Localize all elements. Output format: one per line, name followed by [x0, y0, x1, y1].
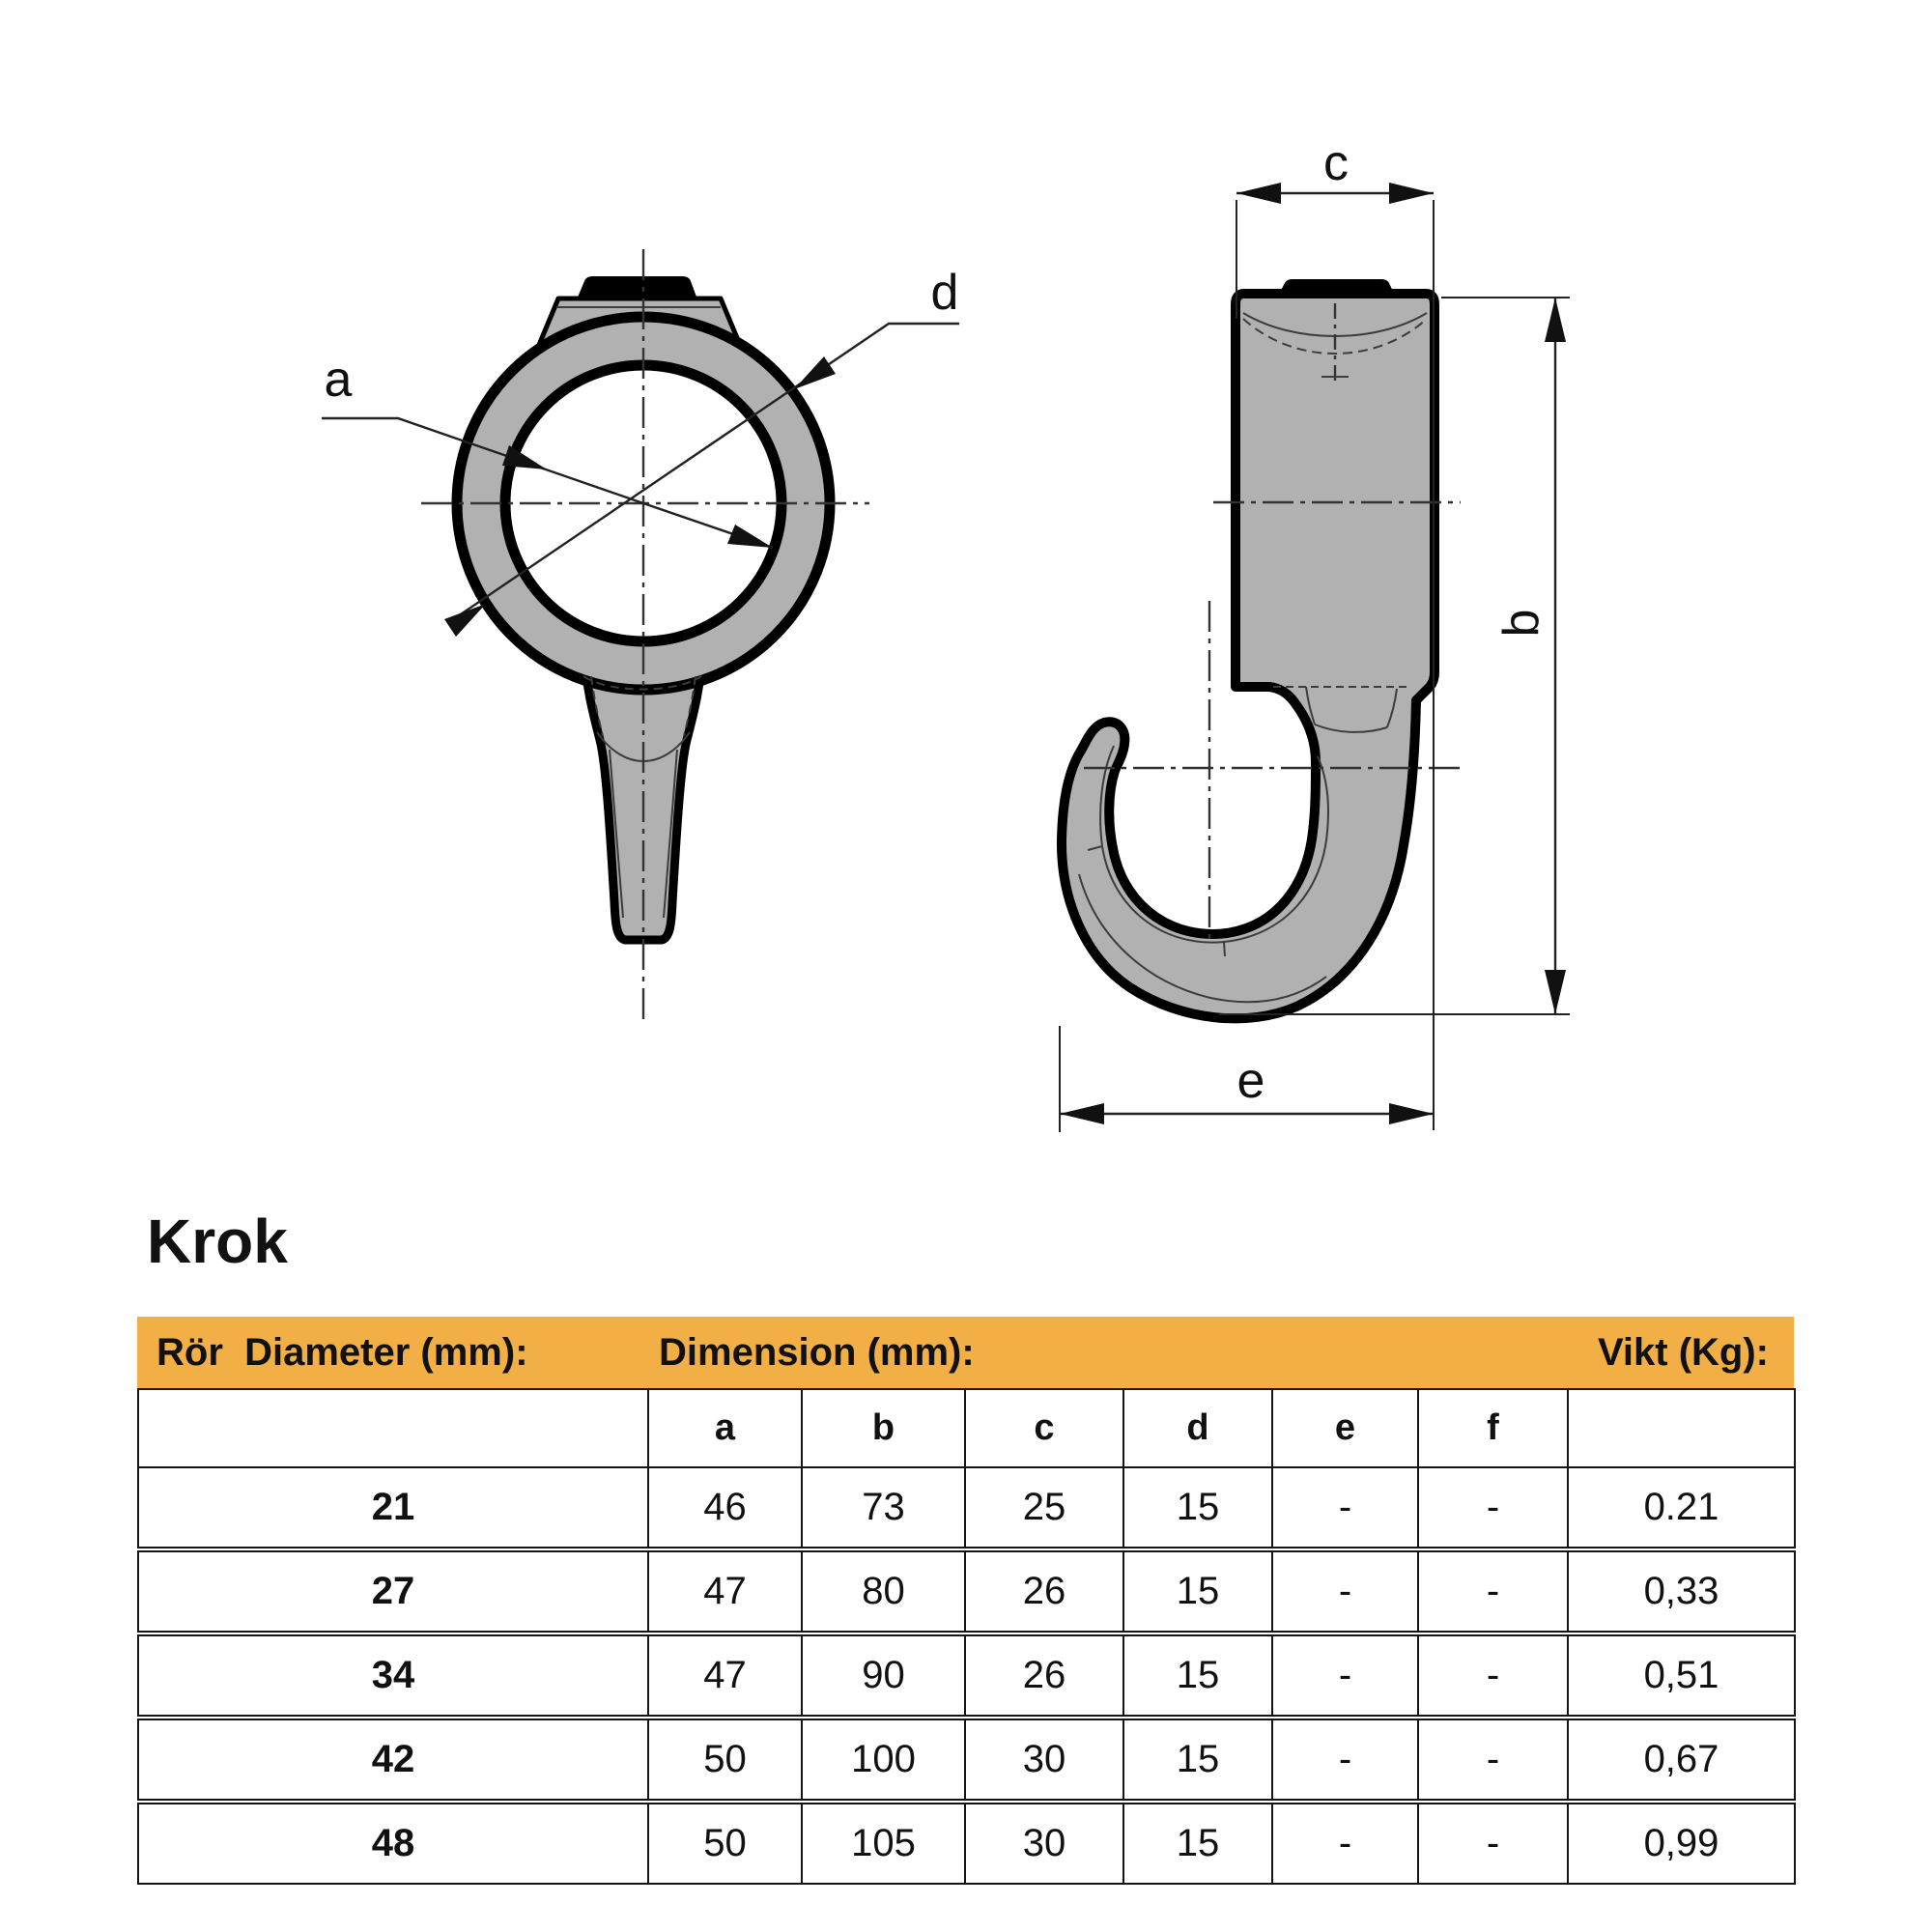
subheader-c: c: [965, 1389, 1123, 1467]
cell-vikt: 0,51: [1568, 1634, 1795, 1718]
table-row: [138, 1634, 1795, 1718]
cell-b: 80: [802, 1549, 965, 1634]
table-row: [138, 1718, 1795, 1802]
table-row: [138, 1802, 1795, 1884]
subheader-b: b: [802, 1389, 965, 1467]
cell-b: 73: [802, 1467, 965, 1549]
table-header-band: [137, 1317, 1794, 1388]
cell-diameter: 27: [138, 1549, 648, 1634]
subheader-empty: [138, 1389, 648, 1467]
subheader-f: f: [1418, 1389, 1568, 1467]
cell-d: 15: [1123, 1718, 1272, 1802]
cell-c: 26: [965, 1634, 1123, 1718]
cell-f: -: [1418, 1549, 1568, 1634]
cell-b: 105: [802, 1802, 965, 1884]
dim-e-arrow-left: [1060, 1103, 1104, 1124]
dim-label-b: b: [1493, 609, 1549, 638]
cell-a: 50: [648, 1802, 802, 1884]
cell-f: -: [1418, 1718, 1568, 1802]
cell-b: 90: [802, 1634, 965, 1718]
cell-diameter: 34: [138, 1634, 648, 1718]
setscrew-cap-front: [577, 276, 697, 299]
cell-e: -: [1272, 1634, 1418, 1718]
page-title: Krok: [147, 1207, 288, 1276]
cell-c: 26: [965, 1549, 1123, 1634]
dim-e-arrow-right: [1389, 1103, 1434, 1124]
cell-a: 47: [648, 1634, 802, 1718]
cell-c: 30: [965, 1718, 1123, 1802]
cell-d: 15: [1123, 1634, 1272, 1718]
cell-d: 15: [1123, 1802, 1272, 1884]
cell-diameter: 48: [138, 1802, 648, 1884]
dim-c-arrow-right: [1389, 183, 1434, 204]
header-vikt: Vikt (Kg):: [1597, 1331, 1769, 1374]
cell-vikt: 0,67: [1568, 1718, 1795, 1802]
cell-vikt: 0,99: [1568, 1802, 1795, 1884]
dim-b-arrow-top: [1545, 298, 1566, 342]
dim-d-arrow-1: [444, 604, 486, 637]
side-view: [1060, 135, 1570, 1132]
subheader-row: [138, 1389, 1795, 1467]
cell-a: 50: [648, 1718, 802, 1802]
cell-f: -: [1418, 1802, 1568, 1884]
cell-d: 15: [1123, 1467, 1272, 1549]
hook-outline: [1062, 294, 1435, 1018]
cell-vikt: 0.21: [1568, 1467, 1795, 1549]
cell-e: -: [1272, 1467, 1418, 1549]
table-row: [138, 1467, 1795, 1549]
cell-a: 47: [648, 1549, 802, 1634]
cell-f: -: [1418, 1634, 1568, 1718]
cell-diameter: 42: [138, 1718, 648, 1802]
dim-d-arrow-2: [794, 356, 836, 389]
dim-label-c: c: [1323, 135, 1349, 191]
cell-c: 25: [965, 1467, 1123, 1549]
dim-c-arrow-left: [1236, 183, 1281, 204]
front-view: [322, 249, 959, 1026]
dim-label-d: d: [930, 265, 959, 321]
cell-a: 46: [648, 1467, 802, 1549]
cell-c: 30: [965, 1802, 1123, 1884]
cell-b: 100: [802, 1718, 965, 1802]
header-ror-diameter: Rör Diameter (mm):: [156, 1331, 528, 1374]
cell-d: 15: [1123, 1549, 1272, 1634]
cell-e: -: [1272, 1549, 1418, 1634]
table-row: [138, 1549, 1795, 1634]
dim-e: [1060, 1026, 1434, 1132]
setscrew-cap-side: [1277, 279, 1396, 298]
dim-b-arrow-bottom: [1545, 970, 1566, 1014]
subheader-d: d: [1123, 1389, 1272, 1467]
subheader-e: e: [1272, 1389, 1418, 1467]
spec-table: [137, 1388, 1796, 1885]
subheader-vikt-empty: [1568, 1389, 1795, 1467]
cell-e: -: [1272, 1718, 1418, 1802]
cell-e: -: [1272, 1802, 1418, 1884]
cell-f: -: [1418, 1467, 1568, 1549]
header-dimension: Dimension (mm):: [659, 1331, 975, 1374]
dim-label-a: a: [324, 352, 353, 408]
dim-label-e: e: [1236, 1053, 1265, 1109]
cell-diameter: 21: [371, 1486, 415, 1528]
subheader-a: a: [648, 1389, 802, 1467]
cell-vikt: 0,33: [1568, 1549, 1795, 1634]
